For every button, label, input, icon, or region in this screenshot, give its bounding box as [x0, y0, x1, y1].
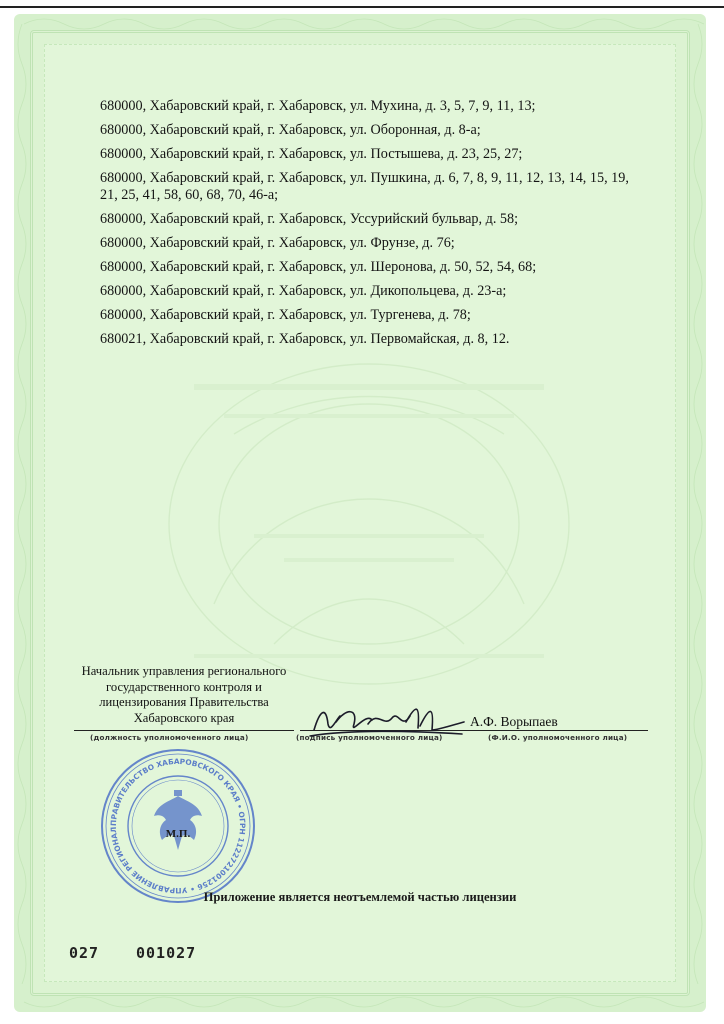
caption-position: (должность уполномоченного лица)	[90, 733, 249, 742]
address-entry: 680000, Хабаровский край, г. Хабаровск, ул. Мухина, д. 3, 5, 7, 9, 11, 13;	[100, 98, 536, 114]
handwritten-signature	[306, 700, 466, 744]
official-seal	[98, 746, 258, 906]
caption-signature: (подпись уполномоченного лица)	[296, 733, 443, 742]
signature-block	[14, 14, 706, 1012]
address-entry: 680000, Хабаровский край, г. Хабаровск, ул. Дикопольцева, д. 23-а;	[100, 283, 507, 299]
address-entry: 680000, Хабаровский край, г. Хабаровск, ул. Оборонная, д. 8-а;	[100, 122, 481, 138]
name-line	[470, 730, 648, 731]
scan-top-edge	[0, 6, 724, 8]
position-line	[74, 730, 294, 731]
address-entry: 680021, Хабаровский край, г. Хабаровск, ул. Первомайская, д. 8, 12.	[100, 331, 510, 347]
seal-graphic	[98, 746, 258, 906]
address-entry: 680000, Хабаровский край, г. Хабаровск, ул. Постышева, д. 23, 25, 27;	[100, 146, 523, 162]
address-entry: 680000, Хабаровский край, г. Хабаровск, ул. Шеронова, д. 50, 52, 54, 68;	[100, 259, 537, 275]
caption-name: (Ф.И.О. уполномоченного лица)	[488, 733, 628, 742]
official-position: Начальник управления регионального государственного контроля и лицензирования Правительства Хабаровского края	[81, 664, 287, 725]
official-name: А.Ф. Ворыпаев	[470, 714, 558, 729]
seal-mark: М.П.	[165, 828, 191, 840]
appendix-note: Приложение является неотъемлемой частью лицензии	[203, 890, 517, 904]
form-number: 001027	[136, 944, 197, 962]
form-series: 027	[69, 944, 100, 962]
address-entry: 680000, Хабаровский край, г. Хабаровск, ул. Тургенева, д. 78;	[100, 307, 471, 323]
license-appendix-sheet	[14, 14, 706, 1012]
address-entry: 680000, Хабаровский край, г. Хабаровск, ул. Фрунзе, д. 76;	[100, 235, 455, 251]
seal-text: ПРАВИТЕЛЬСТВО ХАБАРОВСКОГО КРАЯ • ОГРН 1122721001256 • УПРАВЛЕНИЕ РЕГИОНАЛ	[108, 756, 248, 896]
address-entry: 680000, Хабаровский край, г. Хабаровск, ул. Пушкина, д. 6, 7, 8, 9, 11, 12, 13, 14, 15, 19, 21, 25, 41, 58, 60, 68, 70, 46-а;	[100, 170, 629, 203]
address-entry: 680000, Хабаровский край, г. Хабаровск, Уссурийский бульвар, д. 58;	[100, 211, 519, 227]
